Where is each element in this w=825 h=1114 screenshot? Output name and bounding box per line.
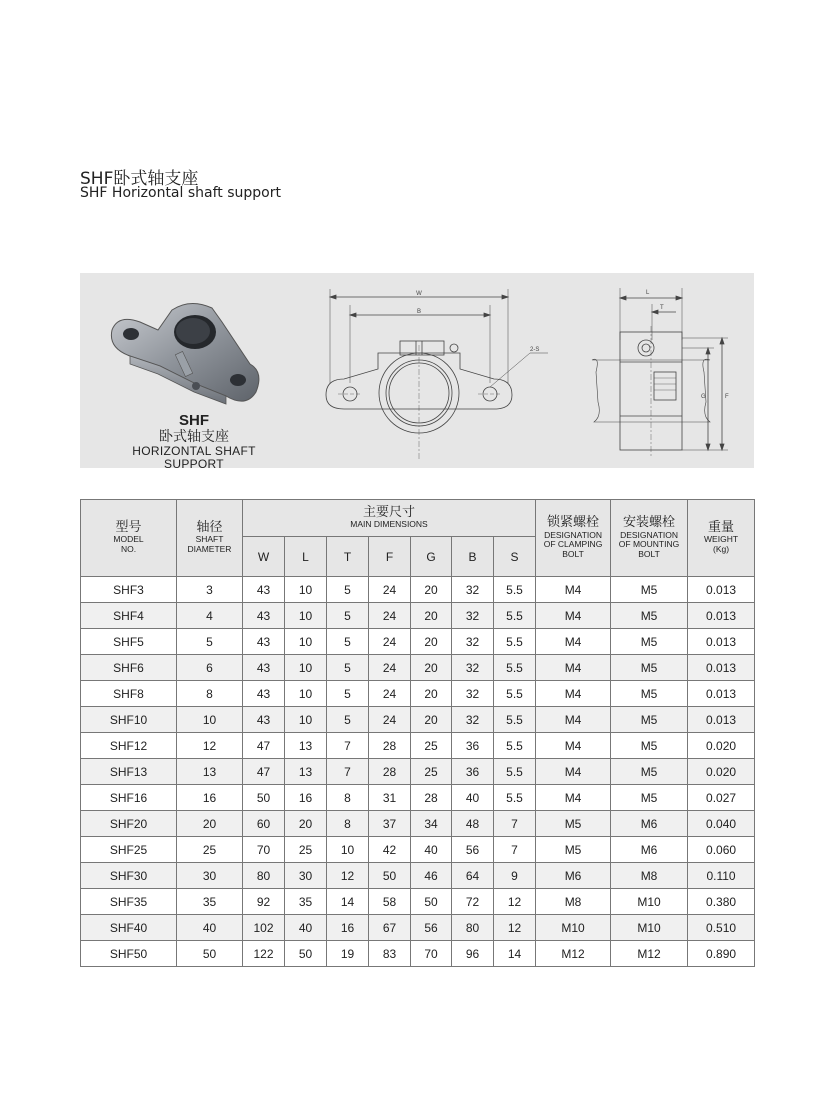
table-cell: M8 — [536, 889, 611, 915]
table-row — [81, 655, 755, 681]
table-cell: 0.013 — [688, 577, 755, 603]
header-dim-t: T — [327, 537, 369, 577]
table-cell: M6 — [536, 863, 611, 889]
table-cell: 102 — [243, 915, 285, 941]
table-cell: M8 — [611, 863, 688, 889]
table-row — [81, 759, 755, 785]
table-cell: 0.013 — [688, 681, 755, 707]
table-cell: 58 — [369, 889, 411, 915]
header-dim-f: F — [369, 537, 411, 577]
table-row — [81, 785, 755, 811]
table-cell: 32 — [452, 603, 494, 629]
table-cell: M4 — [536, 707, 611, 733]
table-cell: 50 — [243, 785, 285, 811]
table-cell: 43 — [243, 629, 285, 655]
table-cell: 43 — [243, 681, 285, 707]
header-dim-b: B — [452, 537, 494, 577]
dim-b-label: B — [416, 309, 422, 315]
header-dim-w: W — [243, 537, 285, 577]
table-row — [81, 707, 755, 733]
table-cell: 72 — [452, 889, 494, 915]
table-cell: 8 — [177, 681, 243, 707]
table-cell: 5 — [327, 603, 369, 629]
table-cell: 28 — [369, 733, 411, 759]
table-cell: 20 — [411, 629, 452, 655]
table-cell: 7 — [494, 837, 536, 863]
table-cell: SHF12 — [81, 733, 177, 759]
table-cell: 34 — [411, 811, 452, 837]
table-cell: 40 — [285, 915, 327, 941]
table-row — [81, 811, 755, 837]
table-cell: 40 — [177, 915, 243, 941]
table-cell: 80 — [243, 863, 285, 889]
table-cell: 60 — [243, 811, 285, 837]
table-cell: 56 — [452, 837, 494, 863]
table-cell: 10 — [285, 707, 327, 733]
table-row — [81, 577, 755, 603]
table-cell: 36 — [452, 733, 494, 759]
table-cell: 12 — [494, 915, 536, 941]
table-cell: 5 — [327, 629, 369, 655]
table-cell: 5.5 — [494, 785, 536, 811]
table-cell: 48 — [452, 811, 494, 837]
table-cell: 32 — [452, 707, 494, 733]
table-cell: SHF20 — [81, 811, 177, 837]
table-cell: 20 — [411, 707, 452, 733]
table-cell: M5 — [611, 577, 688, 603]
table-cell: 5 — [177, 629, 243, 655]
table-cell: 0.013 — [688, 655, 755, 681]
table-cell: 5.5 — [494, 655, 536, 681]
table-cell: 20 — [411, 681, 452, 707]
table-row — [81, 915, 755, 941]
header-dim-g: G — [411, 537, 452, 577]
table-cell: 30 — [177, 863, 243, 889]
table-cell: 5.5 — [494, 603, 536, 629]
table-cell: 14 — [494, 941, 536, 967]
table-cell: 5.5 — [494, 707, 536, 733]
table-cell: 7 — [494, 811, 536, 837]
table-row — [81, 603, 755, 629]
table-cell: 20 — [411, 603, 452, 629]
table-cell: 12 — [494, 889, 536, 915]
table-cell: M4 — [536, 603, 611, 629]
table-cell: 16 — [327, 915, 369, 941]
table-cell: 5.5 — [494, 629, 536, 655]
header-main-dimensions: 主要尺寸 MAIN DIMENSIONS — [243, 500, 536, 537]
table-cell: 14 — [327, 889, 369, 915]
table-cell: 13 — [177, 759, 243, 785]
table-cell: 43 — [243, 707, 285, 733]
table-cell: 30 — [285, 863, 327, 889]
table-cell: 24 — [369, 707, 411, 733]
table-cell: SHF35 — [81, 889, 177, 915]
table-cell: M10 — [611, 915, 688, 941]
table-cell: 0.020 — [688, 733, 755, 759]
table-cell: 43 — [243, 577, 285, 603]
caption-en: HORIZONTAL SHAFT SUPPORT — [132, 443, 256, 472]
header-clamping-bolt: 锁紧螺栓 DESIGNATION OF CLAMPING BOLT — [536, 500, 611, 577]
table-cell: 56 — [411, 915, 452, 941]
table-row — [81, 681, 755, 707]
table-cell: M5 — [536, 837, 611, 863]
table-cell: SHF4 — [81, 603, 177, 629]
table-cell: M5 — [611, 733, 688, 759]
table-cell: 0.013 — [688, 629, 755, 655]
table-row — [81, 941, 755, 967]
table-cell: M5 — [611, 655, 688, 681]
table-cell: SHF40 — [81, 915, 177, 941]
table-cell: 5.5 — [494, 681, 536, 707]
table-cell: M5 — [611, 785, 688, 811]
table-row — [81, 863, 755, 889]
table-cell: 50 — [411, 889, 452, 915]
header-dim-l: L — [285, 537, 327, 577]
header-dim-s: S — [494, 537, 536, 577]
side-view-drawing — [590, 280, 735, 460]
table-row — [81, 733, 755, 759]
table-cell: 10 — [285, 577, 327, 603]
table-cell: 5.5 — [494, 733, 536, 759]
table-cell: 25 — [285, 837, 327, 863]
table-cell: 6 — [177, 655, 243, 681]
table-cell: SHF10 — [81, 707, 177, 733]
table-cell: M4 — [536, 629, 611, 655]
table-cell: 20 — [411, 655, 452, 681]
table-cell: 43 — [243, 603, 285, 629]
table-cell: 7 — [327, 733, 369, 759]
table-cell: 32 — [452, 629, 494, 655]
table-cell: 25 — [411, 759, 452, 785]
table-cell: M5 — [611, 681, 688, 707]
table-cell: 70 — [411, 941, 452, 967]
table-cell: 3 — [177, 577, 243, 603]
table-cell: 20 — [285, 811, 327, 837]
table-cell: 50 — [369, 863, 411, 889]
table-cell: 10 — [285, 629, 327, 655]
table-cell: 35 — [285, 889, 327, 915]
page-title-en: SHF Horizontal shaft support — [80, 185, 281, 201]
table-cell: 24 — [369, 603, 411, 629]
table-cell: SHF16 — [81, 785, 177, 811]
table-cell: 83 — [369, 941, 411, 967]
table-cell: 42 — [369, 837, 411, 863]
table-cell: 10 — [285, 681, 327, 707]
table-cell: SHF3 — [81, 577, 177, 603]
table-cell: 37 — [369, 811, 411, 837]
table-cell: 12 — [327, 863, 369, 889]
photo-caption — [104, 413, 284, 471]
table-cell: 10 — [327, 837, 369, 863]
table-cell: M5 — [611, 603, 688, 629]
table-cell: 0.110 — [688, 863, 755, 889]
table-cell: 5 — [327, 707, 369, 733]
table-cell: M5 — [536, 811, 611, 837]
table-cell: 47 — [243, 759, 285, 785]
table-cell: 8 — [327, 785, 369, 811]
table-cell: 0.510 — [688, 915, 755, 941]
table-cell: 28 — [369, 759, 411, 785]
table-cell: 35 — [177, 889, 243, 915]
table-cell: 31 — [369, 785, 411, 811]
table-cell: 13 — [285, 759, 327, 785]
table-cell: 43 — [243, 655, 285, 681]
table-cell: 0.020 — [688, 759, 755, 785]
table-cell: SHF50 — [81, 941, 177, 967]
dim-t-label: T — [660, 305, 664, 311]
table-cell: M5 — [611, 629, 688, 655]
table-cell: M5 — [611, 707, 688, 733]
table-cell: 16 — [285, 785, 327, 811]
table-cell: 80 — [452, 915, 494, 941]
table-row — [81, 629, 755, 655]
table-cell: 0.013 — [688, 707, 755, 733]
table-row — [81, 837, 755, 863]
table-cell: M12 — [611, 941, 688, 967]
table-cell: 32 — [452, 655, 494, 681]
dim-l-label: L — [646, 290, 650, 296]
header-shaft-diameter: 轴径 SHAFT DIAMETER — [177, 500, 243, 577]
table-cell: 46 — [411, 863, 452, 889]
table-cell: M6 — [611, 811, 688, 837]
table-cell: 36 — [452, 759, 494, 785]
table-cell: 0.380 — [688, 889, 755, 915]
dim-g-label: G — [701, 394, 706, 400]
dim-f-label: F — [725, 394, 729, 400]
table-cell: 96 — [452, 941, 494, 967]
table-cell: 92 — [243, 889, 285, 915]
dim-s-label: 2-S — [530, 347, 540, 353]
table-cell: 0.060 — [688, 837, 755, 863]
header-mounting-bolt: 安装螺栓 DESIGNATION OF MOUNTING BOLT — [611, 500, 688, 577]
table-cell: M4 — [536, 733, 611, 759]
table-cell: 5 — [327, 681, 369, 707]
header-weight: 重量 WEIGHT (Kg) — [688, 500, 755, 577]
caption-model: SHF — [179, 412, 209, 429]
table-cell: 9 — [494, 863, 536, 889]
table-cell: 24 — [369, 655, 411, 681]
table-cell: SHF30 — [81, 863, 177, 889]
table-cell: M4 — [536, 681, 611, 707]
front-view-drawing — [316, 283, 552, 461]
table-cell: SHF8 — [81, 681, 177, 707]
table-cell: 4 — [177, 603, 243, 629]
table-cell: 5.5 — [494, 577, 536, 603]
product-photo — [100, 300, 270, 412]
page-title-cn: SHF卧式轴支座 — [80, 169, 199, 189]
table-cell: SHF5 — [81, 629, 177, 655]
table-cell: M4 — [536, 759, 611, 785]
table-cell: 50 — [285, 941, 327, 967]
table-cell: 8 — [327, 811, 369, 837]
table-cell: SHF25 — [81, 837, 177, 863]
table-cell: 24 — [369, 629, 411, 655]
table-cell: 7 — [327, 759, 369, 785]
table-cell: 0.027 — [688, 785, 755, 811]
table-cell: M10 — [536, 915, 611, 941]
dim-w-label: W — [416, 291, 422, 297]
table-cell: 24 — [369, 577, 411, 603]
table-cell: 19 — [327, 941, 369, 967]
table-cell: 5 — [327, 655, 369, 681]
header-model: 型号 MODEL NO. — [81, 500, 177, 577]
table-row — [81, 889, 755, 915]
table-cell: 28 — [411, 785, 452, 811]
table-cell: M6 — [611, 837, 688, 863]
table-cell: 10 — [285, 603, 327, 629]
table-cell: 5.5 — [494, 759, 536, 785]
table-cell: 70 — [243, 837, 285, 863]
table-cell: 16 — [177, 785, 243, 811]
table-cell: SHF13 — [81, 759, 177, 785]
table-cell: 25 — [177, 837, 243, 863]
table-cell: 64 — [452, 863, 494, 889]
table-cell: 10 — [285, 655, 327, 681]
table-cell: 5 — [327, 577, 369, 603]
table-cell: 20 — [177, 811, 243, 837]
table-cell: M5 — [611, 759, 688, 785]
table-cell: 0.890 — [688, 941, 755, 967]
table-cell: 32 — [452, 681, 494, 707]
caption-cn: 卧式轴支座 — [159, 428, 229, 445]
table-cell: 67 — [369, 915, 411, 941]
table-cell: M12 — [536, 941, 611, 967]
table-cell: 40 — [411, 837, 452, 863]
table-cell: SHF6 — [81, 655, 177, 681]
table-cell: 12 — [177, 733, 243, 759]
table-cell: M10 — [611, 889, 688, 915]
table-cell: 122 — [243, 941, 285, 967]
table-cell: M4 — [536, 577, 611, 603]
table-cell: 25 — [411, 733, 452, 759]
table-cell: 0.040 — [688, 811, 755, 837]
table-cell: 40 — [452, 785, 494, 811]
table-cell: 24 — [369, 681, 411, 707]
table-cell: 32 — [452, 577, 494, 603]
table-cell: 10 — [177, 707, 243, 733]
table-cell: M4 — [536, 655, 611, 681]
table-cell: 47 — [243, 733, 285, 759]
spec-table — [80, 499, 755, 967]
table-cell: 50 — [177, 941, 243, 967]
table-cell: 13 — [285, 733, 327, 759]
table-cell: 0.013 — [688, 603, 755, 629]
table-cell: 20 — [411, 577, 452, 603]
table-cell: M4 — [536, 785, 611, 811]
